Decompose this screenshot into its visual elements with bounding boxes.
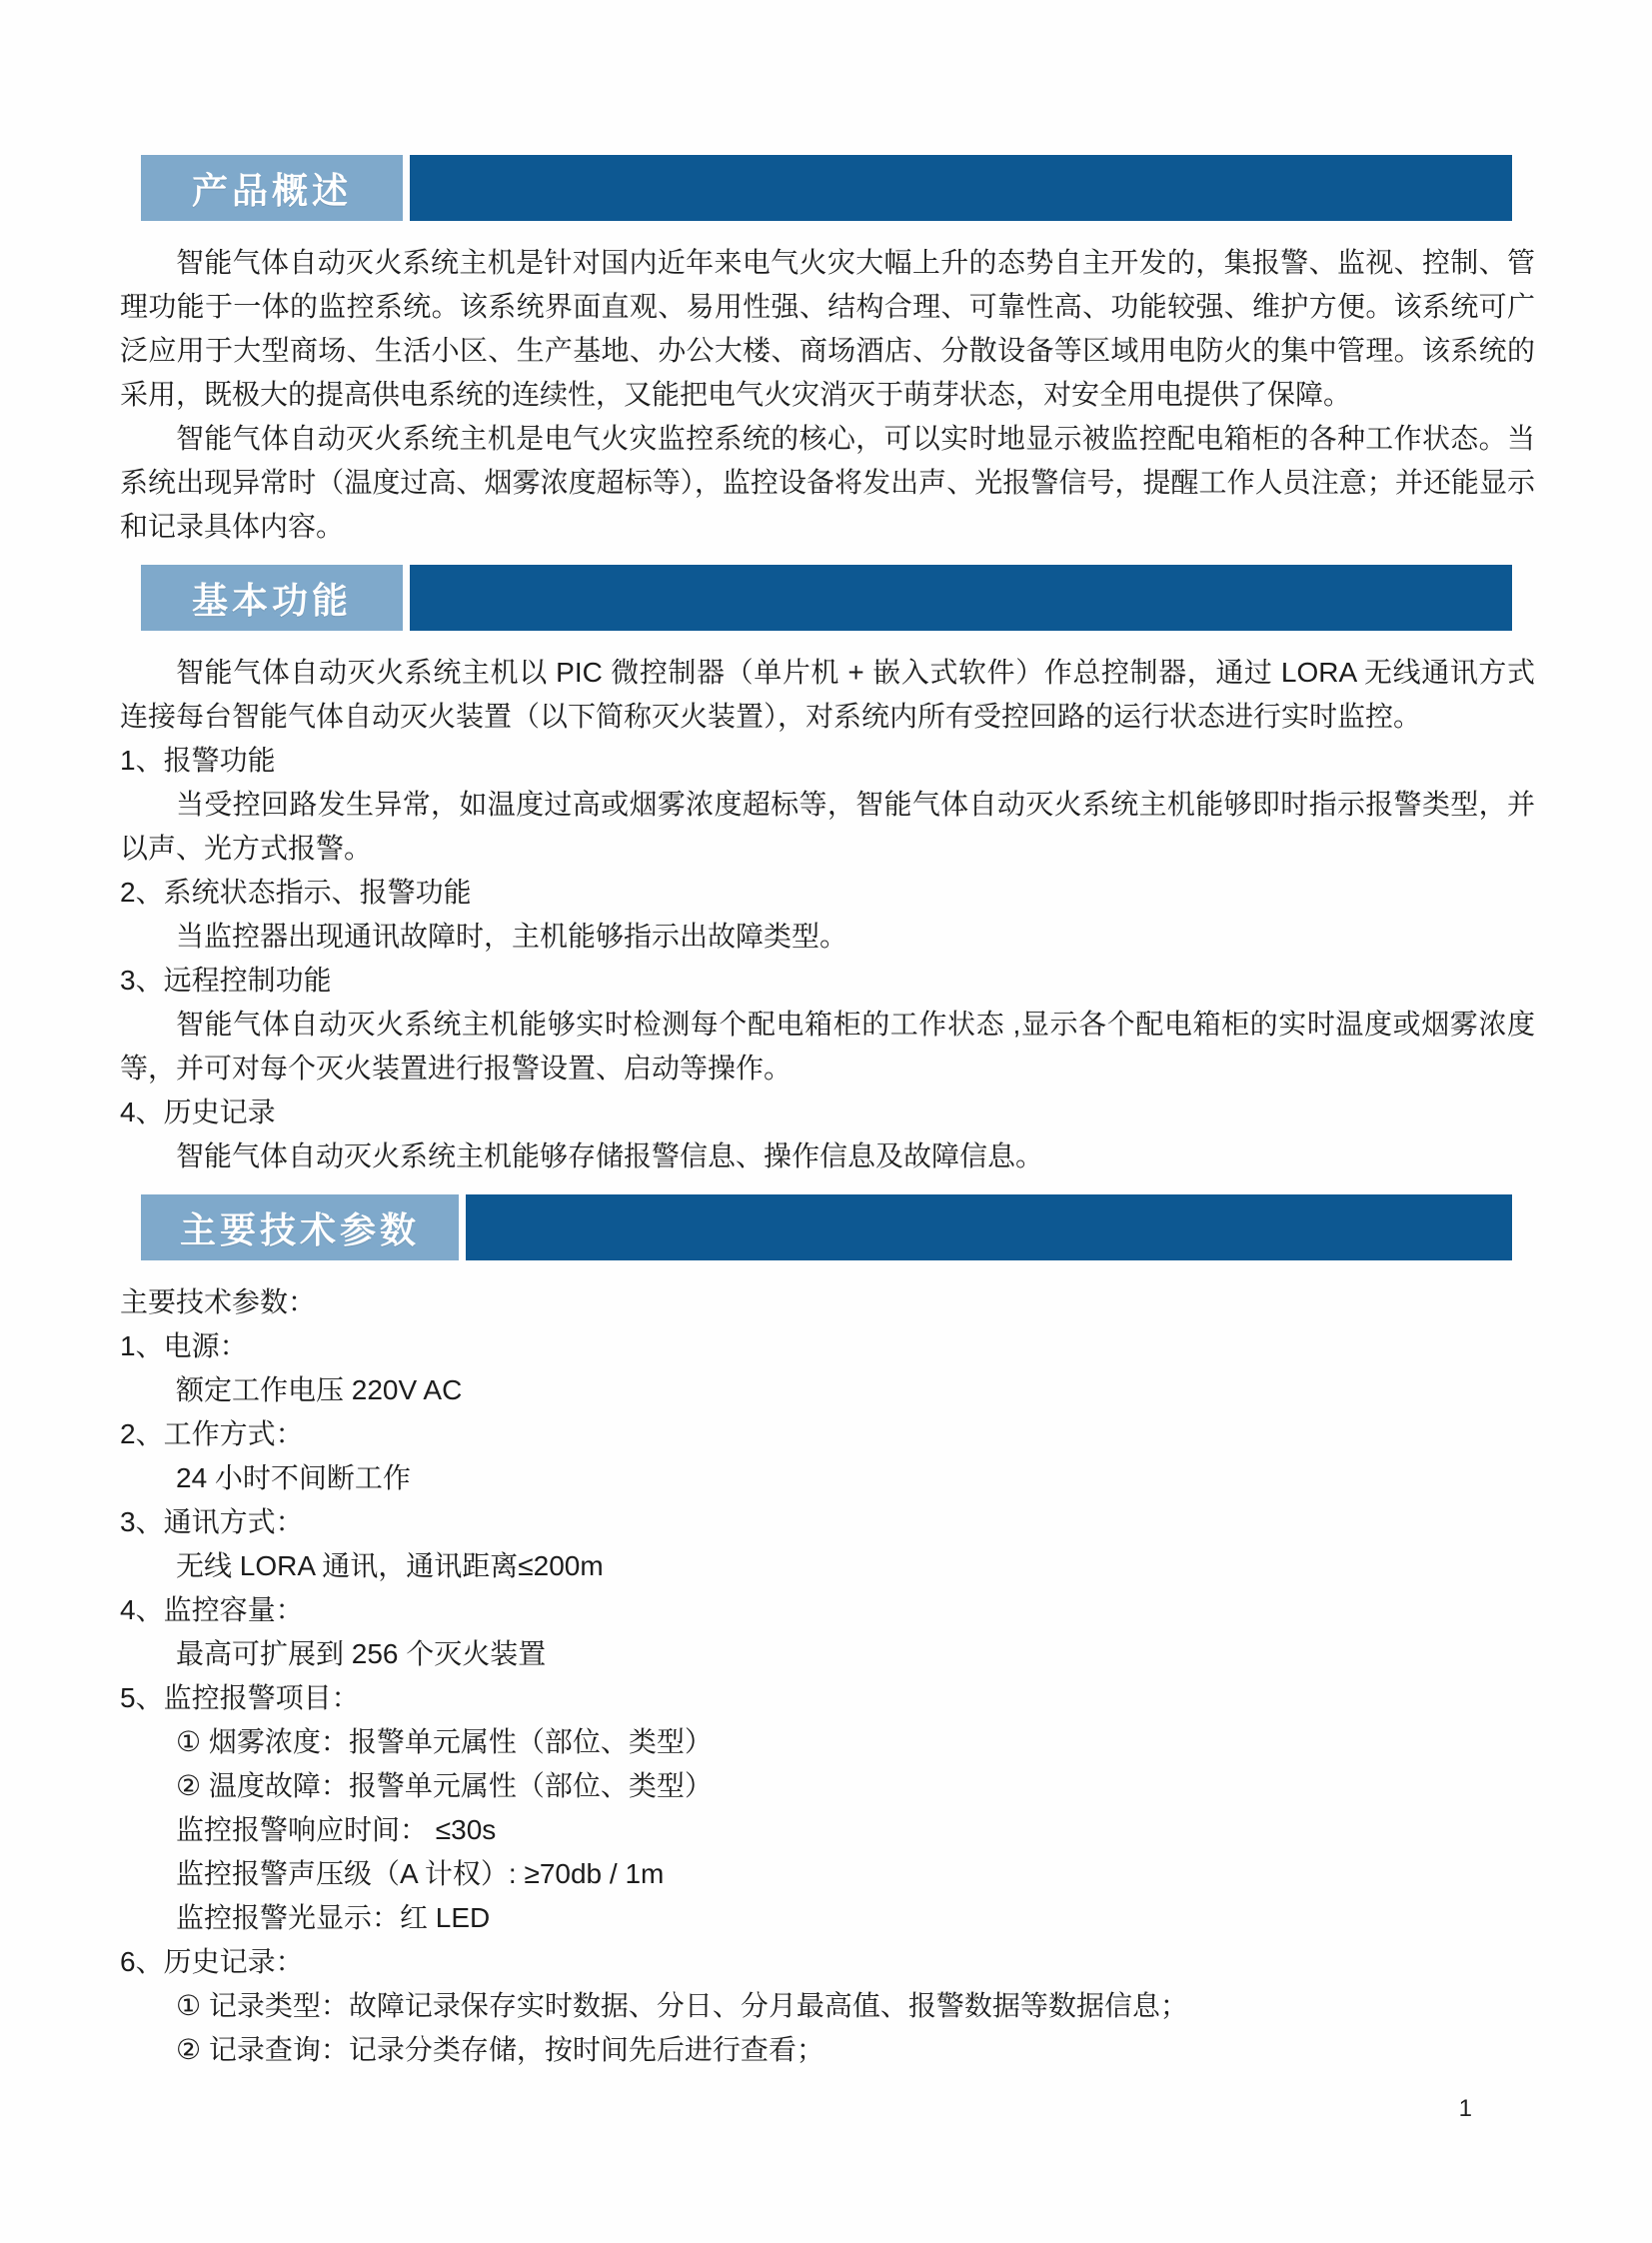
section-body-functions [120, 651, 1535, 1178]
spec-item-heading: 1、电源： [120, 1330, 248, 1361]
spec-item-line: 监控报警光显示：红 LED [176, 1902, 491, 1933]
spec-item-line: 24 小时不间断工作 [176, 1462, 411, 1493]
section-body-overview [120, 241, 1535, 549]
spec-item-line: 无线 LORA 通讯，通讯距离≤200m [176, 1550, 604, 1581]
spec-item-heading: 6、历史记录： [120, 1946, 304, 1977]
function-item-body: 当受控回路发生异常，如温度过高或烟雾浓度超标等，智能气体自动灭火系统主机能够即时指示报警类型，并以声、光方式报警。 [120, 789, 1535, 864]
spec-item-line: ① 烟雾浓度：报警单元属性（部位、类型） [176, 1726, 713, 1757]
section-functions [120, 565, 1535, 1178]
function-item-heading: 3、远程控制功能 [120, 965, 332, 996]
spec-item-line: 监控报警声压级（A 计权）: ≥70db / 1m [176, 1858, 665, 1889]
section-header-bar-overview [410, 155, 1512, 221]
section-header-bar-functions [410, 565, 1512, 631]
function-item-body: 智能气体自动灭火系统主机能够存储报警信息、操作信息及故障信息。 [176, 1140, 1044, 1171]
spec-item-heading: 5、监控报警项目： [120, 1682, 360, 1713]
function-item-heading: 1、报警功能 [120, 745, 276, 776]
spec-item-line: 额定工作电压 220V AC [176, 1374, 463, 1405]
section-title-box-overview [141, 155, 403, 221]
spec-item-line: ② 温度故障：报警单元属性（部位、类型） [176, 1770, 713, 1801]
section-overview [120, 155, 1535, 549]
section-header-functions [141, 565, 1512, 631]
section-header-overview [141, 155, 1512, 221]
overview-paragraph-1: 智能气体自动灭火系统主机是针对国内近年来电气火灾大幅上升的态势自主开发的，集报警、监视、控制、管理功能于一体的监控系统。该系统界面直观、易用性强、结构合理、可靠性高、功能较强、维护方便。该系统可广泛应用于大型商场、生活小区、生产基地、办公大楼、商场酒店、分散设备等区域用电防火的集中管理。该系统的采用，既极大的提高供电系统的连续性，又能把电气火灾消灭于萌芽状态，对安全用电提供了保障。 [120, 247, 1535, 410]
spec-item-heading: 4、监控容量： [120, 1594, 304, 1625]
spec-item-heading: 2、工作方式： [120, 1418, 304, 1449]
section-body-specs [120, 1280, 1535, 2072]
function-item-body: 当监控器出现通讯故障时，主机能够指示出故障类型。 [176, 921, 848, 952]
spec-item-line: 监控报警响应时间： ≤30s [176, 1814, 497, 1845]
section-specs [120, 1194, 1535, 2072]
section-title-overview: 产品概述 [191, 169, 352, 211]
section-title-specs: 主要技术参数 [179, 1208, 420, 1250]
functions-intro: 智能气体自动灭火系统主机以 PIC 微控制器（单片机 + 嵌入式软件）作总控制器，通过 LORA 无线通讯方式连接每台智能气体自动灭火装置（以下简称灭火装置），对系统内所有受控回路的运行状态进行实时监控。 [120, 657, 1535, 732]
section-title-functions: 基本功能 [191, 579, 352, 621]
specs-intro: 主要技术参数： [120, 1286, 317, 1317]
function-item-heading: 4、历史记录 [120, 1097, 276, 1127]
section-title-box-specs [141, 1194, 459, 1260]
spec-item-heading: 3、通讯方式： [120, 1506, 304, 1537]
page-number: 1 [1458, 2095, 1472, 2122]
overview-paragraph-2: 智能气体自动灭火系统主机是电气火灾监控系统的核心，可以实时地显示被监控配电箱柜的各种工作状态。当系统出现异常时（温度过高、烟雾浓度超标等），监控设备将发出声、光报警信号，提醒工作人员注意；并还能显示和记录具体内容。 [120, 423, 1535, 542]
function-item-heading: 2、系统状态指示、报警功能 [120, 877, 472, 908]
section-header-specs [141, 1194, 1512, 1260]
spec-item-line: ② 记录查询：记录分类存储，按时间先后进行查看； [176, 2034, 825, 2065]
function-item-body: 智能气体自动灭火系统主机能够实时检测每个配电箱柜的工作状态 ,显示各个配电箱柜的实时温度或烟雾浓度等，并可对每个灭火装置进行报警设置、启动等操作。 [120, 1009, 1535, 1084]
spec-item-line: ① 记录类型：故障记录保存实时数据、分日、分月最高值、报警数据等数据信息； [176, 1990, 1188, 2021]
section-title-box-functions [141, 565, 403, 631]
section-header-bar-specs [466, 1194, 1512, 1260]
spec-item-line: 最高可扩展到 256 个灭火装置 [176, 1638, 547, 1669]
